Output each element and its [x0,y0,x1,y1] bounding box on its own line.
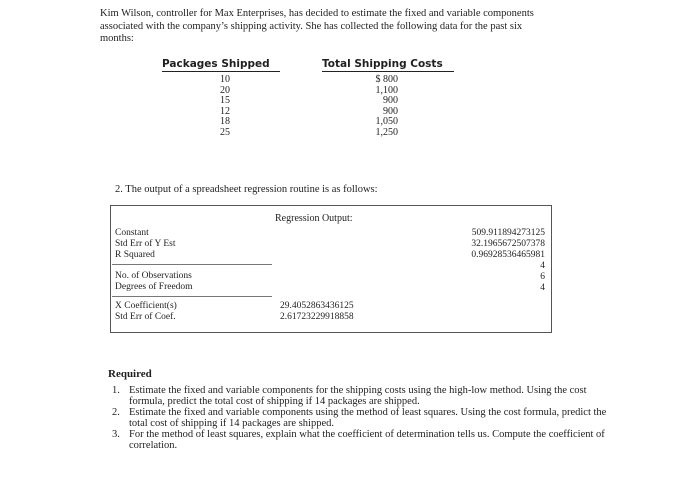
required-item-text: For the method of least squares, explain what the coefficient of determination tells us. Compute the coefficient of correlation. [129,429,605,451]
label-x-coefficient: X Coefficient(s) [115,301,177,311]
table-cell-packages: 12 [220,105,230,117]
regression-output-title: Regression Output: [275,213,353,224]
table-cell-cost: 1,050 [375,116,398,127]
question-2: 2. The output of a spreadsheet regression routine is as follows: [115,184,378,195]
table-cell-packages: 15 [220,95,230,106]
table-cell-packages: 10 [220,74,230,85]
table-cell-cost: 1,250 [375,126,398,138]
label-r-squared: R Squared [115,250,155,260]
table-cell-packages: 20 [220,84,230,96]
required-item-number: 1. [112,385,120,396]
header-total-shipping-costs: Total Shipping Costs [322,58,454,72]
value-constant: 509.911894273125 [471,228,545,238]
divider [112,264,272,265]
table-cell-cost: 1,100 [375,84,398,96]
table-cell-cost: 900 [383,95,398,106]
value-degrees-freedom: 4 [540,283,545,293]
required-item [112,386,612,407]
label-no-observations: No. of Observations [115,271,192,281]
table-cell-packages: 18 [220,116,230,127]
required-list [112,386,612,452]
required-item-text: Estimate the fixed and variable components for the shipping costs using the high-low method. Using the cost formula, predict the total cost of shipping if 14 packages are shipped. [129,385,587,407]
required-item-number: 3. [112,429,120,440]
required-item [112,408,612,429]
table-cell-cost: 900 [383,105,398,117]
required-item [112,430,612,451]
label-std-err-y-est: Std Err of Y Est [115,239,176,249]
value-unlabeled: 4 [540,261,545,271]
divider [112,296,272,297]
required-item-text: Estimate the fixed and variable components using the method of least squares. Using the cost formula, predict the total cost of shipping if 14 packages are shipped. [129,407,607,429]
required-heading: Required [108,368,152,380]
required-item-number: 2. [112,407,120,418]
value-x-coefficient: 29.4052863436125 [280,301,354,311]
label-std-err-coef: Std Err of Coef. [115,312,176,322]
label-constant: Constant [115,228,149,238]
packages-column [200,75,250,138]
value-std-err-y-est: 32.1965672507378 [471,239,545,249]
value-r-squared: 0.96928536465981 [471,250,545,260]
value-no-observations: 6 [540,272,545,282]
intro-paragraph: Kim Wilson, controller for Max Enterprises, has decided to estimate the fixed and variable components associated with the company’s shipping activity. She has collected the following data for the past six months: [100,8,534,44]
header-packages-shipped: Packages Shipped [162,58,280,72]
costs-column [340,75,398,138]
table-cell-cost: $ 800 [375,74,398,85]
table-cell-packages: 25 [220,126,230,138]
value-std-err-coef: 2.61723229918858 [280,312,354,322]
label-degrees-freedom: Degrees of Freedom [115,282,193,292]
